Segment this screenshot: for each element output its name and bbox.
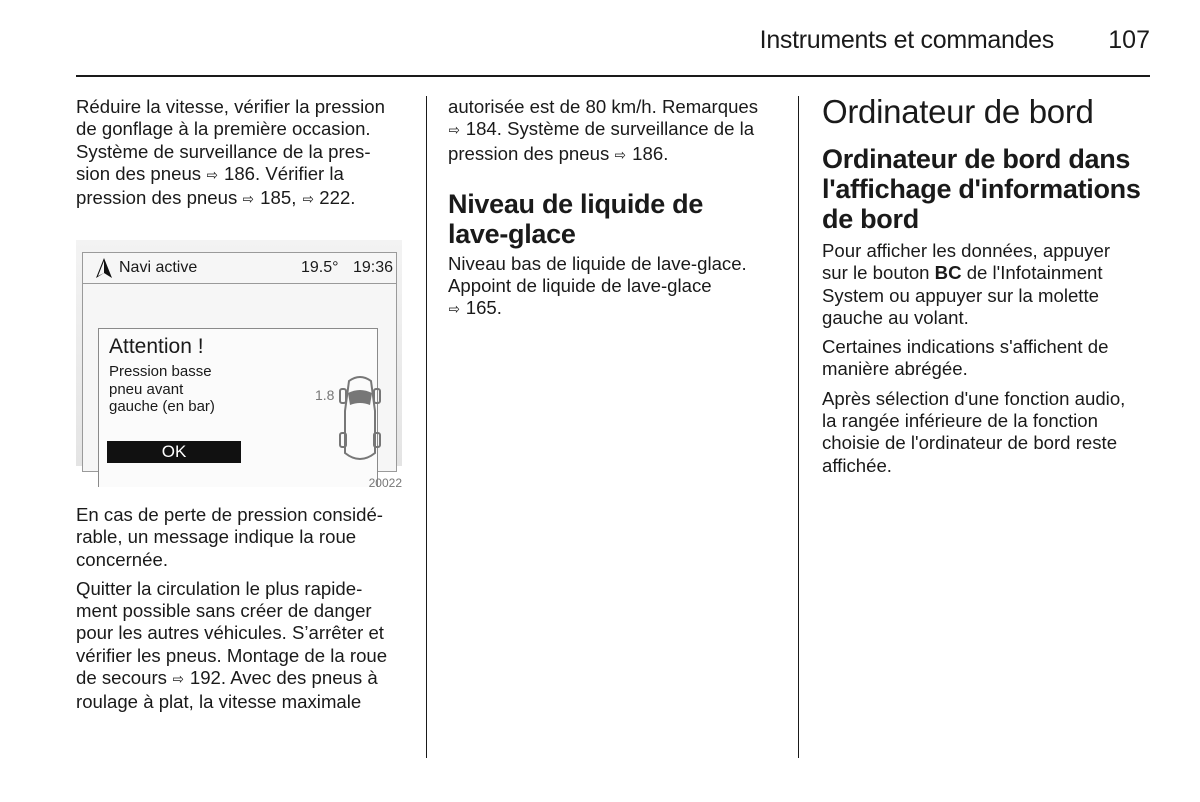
page-number: 107	[1108, 26, 1150, 54]
navi-status-text: Navi active	[119, 259, 198, 276]
subsection-heading-info-display: Ordinateur de bord dans l'affichage d'informations de bord	[822, 144, 1141, 234]
paragraph-tire-speed: Réduire la vitesse, vérifier la pression de gonflage à la première occasion. Système de surveillance de la pres- sion des pneus ⇨ 186. Vérifier la pression des pneus ⇨ 185, ⇨ 222.	[76, 96, 416, 211]
bc-button-label: BC	[934, 262, 962, 284]
figure-code: 20022	[368, 476, 402, 490]
column-1	[76, 96, 416, 211]
xref-icon: ⇨	[615, 146, 627, 164]
section-heading-washer-fluid: Niveau de liquide de lave-glace	[448, 188, 704, 249]
dialog-message: Pression basse pneu avant gauche (en bar)	[109, 363, 215, 415]
tire-pressure-display-figure	[76, 220, 404, 490]
paragraph-display-data: Pour afficher les données, appuyer sur le bouton BC de l'Infotainment System ou appuyer sur la molette gauche au volant.	[822, 240, 1111, 328]
xref-icon: ⇨	[448, 301, 460, 319]
column-1-lower	[76, 504, 416, 714]
column-2	[448, 96, 790, 322]
xref-icon: ⇨	[243, 191, 255, 209]
xref-icon: ⇨	[206, 166, 219, 184]
paragraph-leave-traffic: Quitter la circulation le plus rapide- ment possible sans créer de danger pour les autres véhicules. S’arrêter et vérifier les pneus. Montage de la roue de secours ⇨ 192. Avec des pneus à roulage à plat, la vitesse maximale	[76, 577, 388, 713]
car-top-view-icon	[337, 371, 383, 469]
xref-icon: ⇨	[172, 671, 185, 689]
paragraph-max-speed: autorisée est de 80 km/h. Remarques ⇨ 184. Système de surveillance de la pression des pneus ⇨ 186.	[448, 96, 790, 167]
tire-pressure-value: 1.8	[315, 387, 335, 403]
column-divider-2	[798, 96, 799, 758]
paragraph-washer-fluid: Niveau bas de liquide de lave-glace. Appoint de liquide de lave-glace ⇨ 165.	[448, 253, 790, 322]
column-divider-1	[426, 96, 427, 758]
header-rule	[76, 75, 1150, 77]
warning-dialog	[98, 328, 378, 487]
paragraph-pressure-loss: En cas de perte de pression considé- rable, un message indique la roue concernée.	[76, 504, 383, 570]
paragraph-abbreviated: Certaines indications s'affichent de manière abrégée.	[822, 336, 1109, 380]
display-screen	[76, 240, 402, 466]
column-3	[822, 94, 1162, 477]
section-title-onboard-computer: Ordinateur de bord	[822, 93, 1094, 130]
paragraph-audio-function: Après sélection d'une fonction audio, la rangée inférieure de la fonction choisie de l'ordinateur de bord reste affichée.	[822, 387, 1126, 476]
xref-icon: ⇨	[302, 191, 314, 209]
temperature-readout: 19.5°	[301, 259, 339, 276]
xref-icon: ⇨	[448, 122, 460, 140]
status-bar	[83, 253, 396, 284]
navigation-arrow-icon	[95, 257, 113, 279]
ok-button[interactable]: OK	[107, 441, 241, 463]
running-header: Instruments et commandes	[759, 26, 1054, 54]
dialog-title: Attention !	[109, 335, 204, 358]
clock-readout: 19:36	[353, 259, 394, 276]
